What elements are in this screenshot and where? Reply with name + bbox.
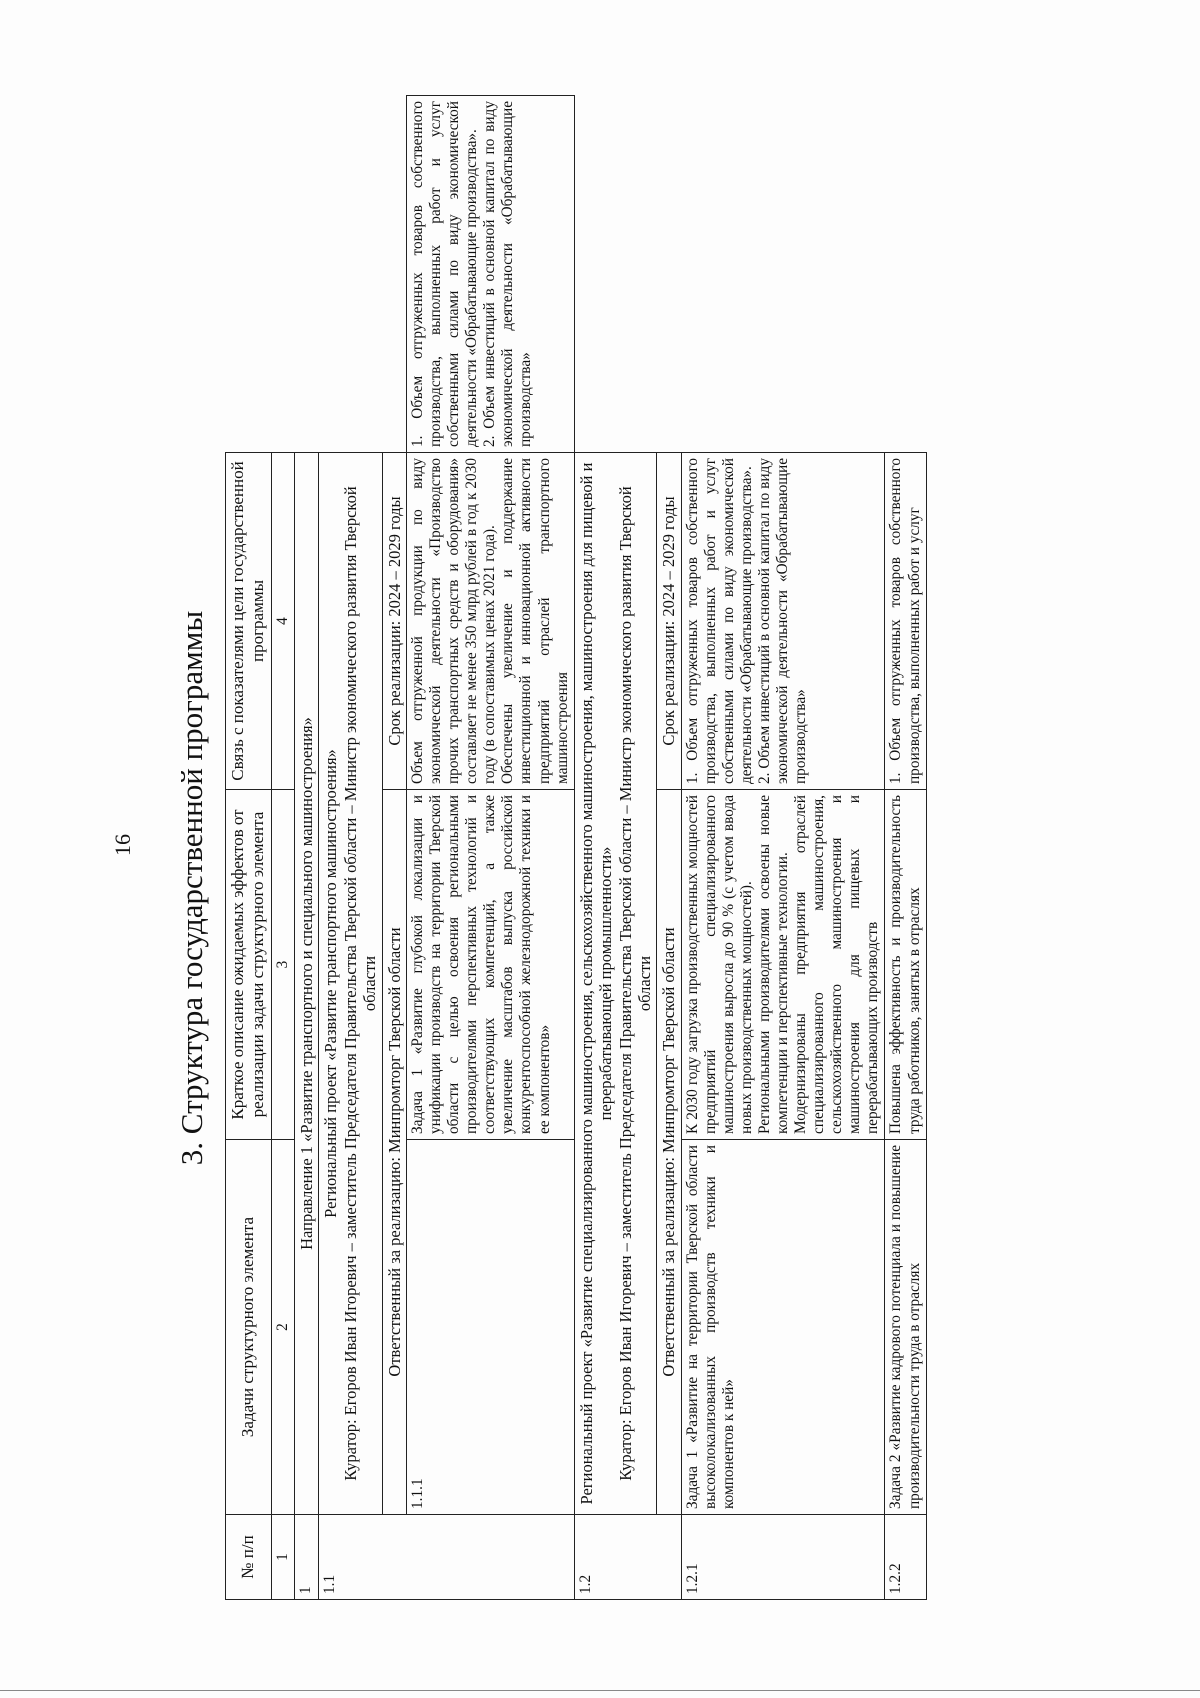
project-1-1-responsible: Ответственный за реализацию: Минпромторг Тверской области bbox=[382, 790, 406, 1515]
row-1-1-1-links bbox=[407, 96, 574, 453]
project-1-2-meta-row bbox=[657, 96, 681, 1600]
row-1-2-2-task: Задача 2 «Развитие кадрового потенциала и повышение производительности труда в отраслях bbox=[885, 1140, 926, 1515]
program-structure-table bbox=[225, 95, 927, 1600]
row-1-2-1-link-2: 2. Объем инвестиций в основной капитал по виду экономической деятельности «Обрабатывающие производства» bbox=[756, 458, 810, 784]
row-1-2-2 bbox=[885, 96, 926, 1600]
page-heading: 3. Структура государственной программы bbox=[174, 610, 209, 1166]
project-1-2-block bbox=[574, 453, 657, 1515]
column-numbers-row bbox=[271, 96, 294, 1600]
col-number-3: 3 bbox=[271, 790, 294, 1140]
row-1-2-2-num: 1.2.2 bbox=[885, 1515, 926, 1600]
row-1-1-1-link-2: 2. Объем инвестиций в основной капитал по виду экономической деятельности «Обрабатывающие производства» bbox=[481, 101, 535, 447]
direction-row bbox=[294, 96, 318, 1600]
row-1-1-1 bbox=[407, 96, 574, 1600]
project-1-2-title: Региональный проект «Развитие специализированного машиностроения, сельскохозяйственного машиностроения, машиностроения для пищевой и перерабатывающей промышленности» bbox=[576, 462, 616, 1505]
row-1-2-1-effect-3: Модернизированы предприятия отраслей специализированного машиностроения, сельскохозяйственного машиностроения и машиностроения для пищевых и перерабатывающих производств bbox=[792, 795, 882, 1134]
row-1-2-1-task: Задача 1 «Развитие на территории Тверской области высоколокализованных производств техники и компонентов к ней» bbox=[681, 1140, 885, 1515]
project-1-2-row bbox=[574, 96, 657, 1600]
program-structure-table-wrapper bbox=[225, 95, 1200, 1600]
row-1-2-2-link-1: 1. Объем отгруженных товаров собственного производства, выполненных работ и услуг bbox=[885, 453, 926, 790]
project-1-1-block bbox=[319, 453, 382, 1515]
row-1-2-1 bbox=[681, 96, 885, 1600]
header-effects: Краткое описание ожидаемых эффектов от реализации задачи структурного элемента bbox=[226, 790, 272, 1140]
direction-title: Направление 1 «Развитие транспортного и специального машиностроения» bbox=[294, 453, 318, 1515]
row-1-1-1-effect-2: Обеспечены увеличение и поддержание инвестиционной и инновационной активности предприятий отраслей транспортного машиностроения bbox=[499, 458, 571, 784]
row-1-2-2-effect-1: Повышена эффективность и производительность труда работников, занятых в отраслях bbox=[885, 790, 926, 1140]
project-1-2-term: Срок реализации: 2024 – 2029 годы bbox=[657, 453, 681, 790]
col-number-4: 4 bbox=[271, 453, 294, 790]
project-1-1-row bbox=[319, 96, 382, 1600]
col-number-1: 1 bbox=[271, 1515, 294, 1600]
row-1-1-1-task: Задача 1 «Развитие глубокой локализации и унификации производств на территории Тверской области с целью освоения региональными производителями перспективных технологий и соответствующих компетенций, а также увеличение масштабов выпуска российской конкурентоспособной железнодорожной техники и ее компонентов» bbox=[407, 790, 574, 1140]
row-1-1-1-effect-1: Объем отгруженной продукции по виду экономической деятельности «Производство прочих транспортных средств и оборудования» составляет не менее 350 млрд рублей в год к 2030 году (в сопоставимых ценах 2021 года). bbox=[409, 458, 499, 784]
row-1-2-1-links bbox=[681, 453, 885, 790]
project-1-1-meta-row bbox=[382, 96, 406, 1600]
row-1-2-1-link-1: 1. Объем отгруженных товаров собственного производства, выполненных работ и услуг собственными силами по виду экономической деятельности «Обрабатывающие производства». bbox=[683, 458, 756, 784]
project-1-2-num: 1.2 bbox=[574, 1515, 681, 1600]
table-header-row bbox=[226, 96, 272, 1600]
col-number-2: 2 bbox=[271, 1140, 294, 1515]
row-1-2-1-effect-1: К 2030 году загрузка производственных мощностей предприятий специализированного машиностроения выросла до 90 % (с учетом ввода новых производственных мощностей). bbox=[683, 795, 756, 1134]
project-1-2-responsible: Ответственный за реализацию: Минпромторг Тверской области bbox=[657, 790, 681, 1515]
row-1-1-1-link-1: 1. Объем отгруженных товаров собственного производства, выполненных работ и услуг собственными силами по виду экономической деятельности «Обрабатывающие производства». bbox=[409, 101, 481, 447]
project-1-1-term: Срок реализации: 2024 – 2029 годы bbox=[382, 453, 406, 790]
page-number: 16 bbox=[110, 834, 135, 856]
project-1-1-title: Региональный проект «Развитие транспортного машиностроения» bbox=[321, 749, 341, 1218]
row-1-2-1-num: 1.2.1 bbox=[681, 1515, 885, 1600]
row-1-1-1-num: 1.1.1 bbox=[407, 1140, 574, 1515]
scan-edge-line bbox=[0, 1690, 1200, 1691]
header-tasks: Задачи структурного элемента bbox=[226, 1140, 272, 1515]
row-1-1-1-effects bbox=[407, 453, 574, 790]
header-num: № п/п bbox=[226, 1515, 272, 1600]
project-1-1-num: 1.1 bbox=[319, 1515, 574, 1600]
direction-num: 1 bbox=[294, 1515, 318, 1600]
header-link: Связь с показателями цели государственной программы bbox=[226, 453, 272, 790]
row-1-2-1-effects bbox=[681, 790, 885, 1140]
project-1-2-curator: Куратор: Егоров Иван Игоревич – заместитель Председателя Правительства Тверской области – Министр экономического развития Тверской области bbox=[615, 486, 654, 1481]
project-1-1-curator: Куратор: Егоров Иван Игоревич – заместитель Председателя Правительства Тверской области – Министр экономического развития Тверской области bbox=[340, 486, 380, 1481]
row-1-2-1-effect-2: Региональными производителями освоены новые компетенции и перспективные технологии. bbox=[756, 795, 792, 1134]
